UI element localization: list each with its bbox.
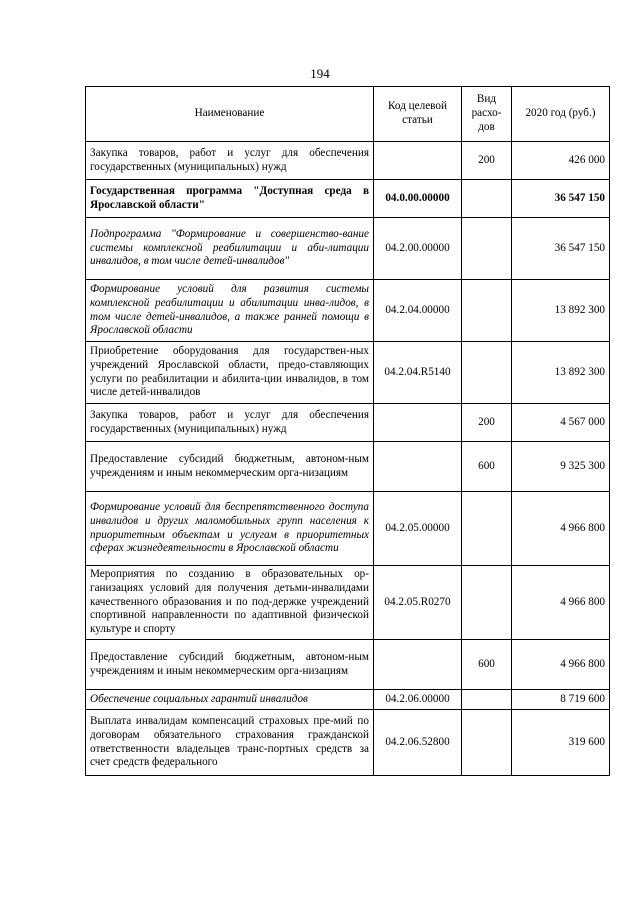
header-name: Наименование [86,87,374,142]
table-row [86,180,610,218]
row-amount-cell: 426 000 [512,142,610,180]
row-code-cell: 04.2.06.00000 [374,690,462,710]
row-name-cell: Обеспечение социальных гарантий инвалидов [86,690,374,710]
row-amount-cell: 4 966 800 [512,640,610,690]
row-code-cell: 04.2.00.00000 [374,218,462,280]
table-row [86,566,610,640]
row-type-cell: 600 [462,640,512,690]
row-code-cell: 04.2.04.R5140 [374,342,462,404]
row-type-cell: 200 [462,142,512,180]
row-code-cell: 04.2.05.R0270 [374,566,462,640]
row-type-cell [462,280,512,342]
row-amount-cell: 4 966 800 [512,566,610,640]
row-code-cell: 04.0.00.00000 [374,180,462,218]
table-row [86,492,610,566]
row-type-cell: 200 [462,404,512,442]
table-body [86,142,610,776]
row-code-cell [374,404,462,442]
row-name-cell: Формирование условий для беспрепятственного доступа инвалидов и других маломобильных групп населения к приоритетным объектам и услугам в приоритетных сферах жизнедеятельности в Ярославской области [86,492,374,566]
budget-table [85,86,610,776]
row-code-cell: 04.2.05.00000 [374,492,462,566]
row-name-cell: Выплата инвалидам компенсаций страховых пре-мий по договорам обязательного страхования гражданской ответственности владельцев транс-портных средств за счет средств федерального [86,710,374,776]
row-amount-cell: 36 547 150 [512,180,610,218]
table-header-row [86,87,610,142]
row-amount-cell: 4 966 800 [512,492,610,566]
row-amount-cell: 319 600 [512,710,610,776]
row-name-cell: Государственная программа "Доступная среда в Ярославской области" [86,180,374,218]
table-row [86,404,610,442]
row-code-cell: 04.2.06.52800 [374,710,462,776]
table-row [86,342,610,404]
row-name-cell: Формирование условий для развития системы комплексной реабилитации и абилитации инва-лидов, в том числе детей-инвалидов, а также ранней помощи в Ярославской области [86,280,374,342]
table-row [86,280,610,342]
row-code-cell [374,142,462,180]
header-type: Вид расхо-дов [462,87,512,142]
table-row [86,142,610,180]
table-row [86,710,610,776]
row-amount-cell: 4 567 000 [512,404,610,442]
row-amount-cell: 13 892 300 [512,342,610,404]
table-row [86,218,610,280]
page-number: 194 [310,66,330,81]
row-code-cell [374,640,462,690]
row-amount-cell: 9 325 300 [512,442,610,492]
row-type-cell [462,342,512,404]
row-name-cell: Мероприятия по созданию в образовательных ор-ганизациях условий для получения детьми-инвалидами качественного образования и по под-держке учреждений спортивной направленности по адаптивной физической культуре и спорту [86,566,374,640]
row-type-cell [462,566,512,640]
header-amount: 2020 год (руб.) [512,87,610,142]
row-amount-cell: 13 892 300 [512,280,610,342]
row-type-cell [462,710,512,776]
row-name-cell: Предоставление субсидий бюджетным, автоном-ным учреждениям и иным некоммерческим орга-низациям [86,640,374,690]
row-type-cell [462,218,512,280]
row-name-cell: Предоставление субсидий бюджетным, автоном-ным учреждениям и иным некоммерческим орга-низациям [86,442,374,492]
row-name-cell: Закупка товаров, работ и услуг для обеспечения государственных (муниципальных) нужд [86,404,374,442]
row-name-cell: Подпрограмма "Формирование и совершенство-вание системы комплексной реабилитации и аби-литации инвалидов, в том числе детей-инвалидов" [86,218,374,280]
row-name-cell: Закупка товаров, работ и услуг для обеспечения государственных (муниципальных) нужд [86,142,374,180]
row-type-cell: 600 [462,442,512,492]
table-row [86,442,610,492]
row-code-cell: 04.2.04.00000 [374,280,462,342]
row-type-cell [462,180,512,218]
row-code-cell [374,442,462,492]
row-name-cell: Приобретение оборудования для государствен-ных учреждений Ярославской области, предо-ставляющих услуги по реабилитации и абилита-ции инвалидов, в том числе детей-инвалидов [86,342,374,404]
row-type-cell [462,492,512,566]
row-amount-cell: 36 547 150 [512,218,610,280]
table-row [86,640,610,690]
row-type-cell [462,690,512,710]
header-code: Код целевой статьи [374,87,462,142]
table-row [86,690,610,710]
row-amount-cell: 8 719 600 [512,690,610,710]
